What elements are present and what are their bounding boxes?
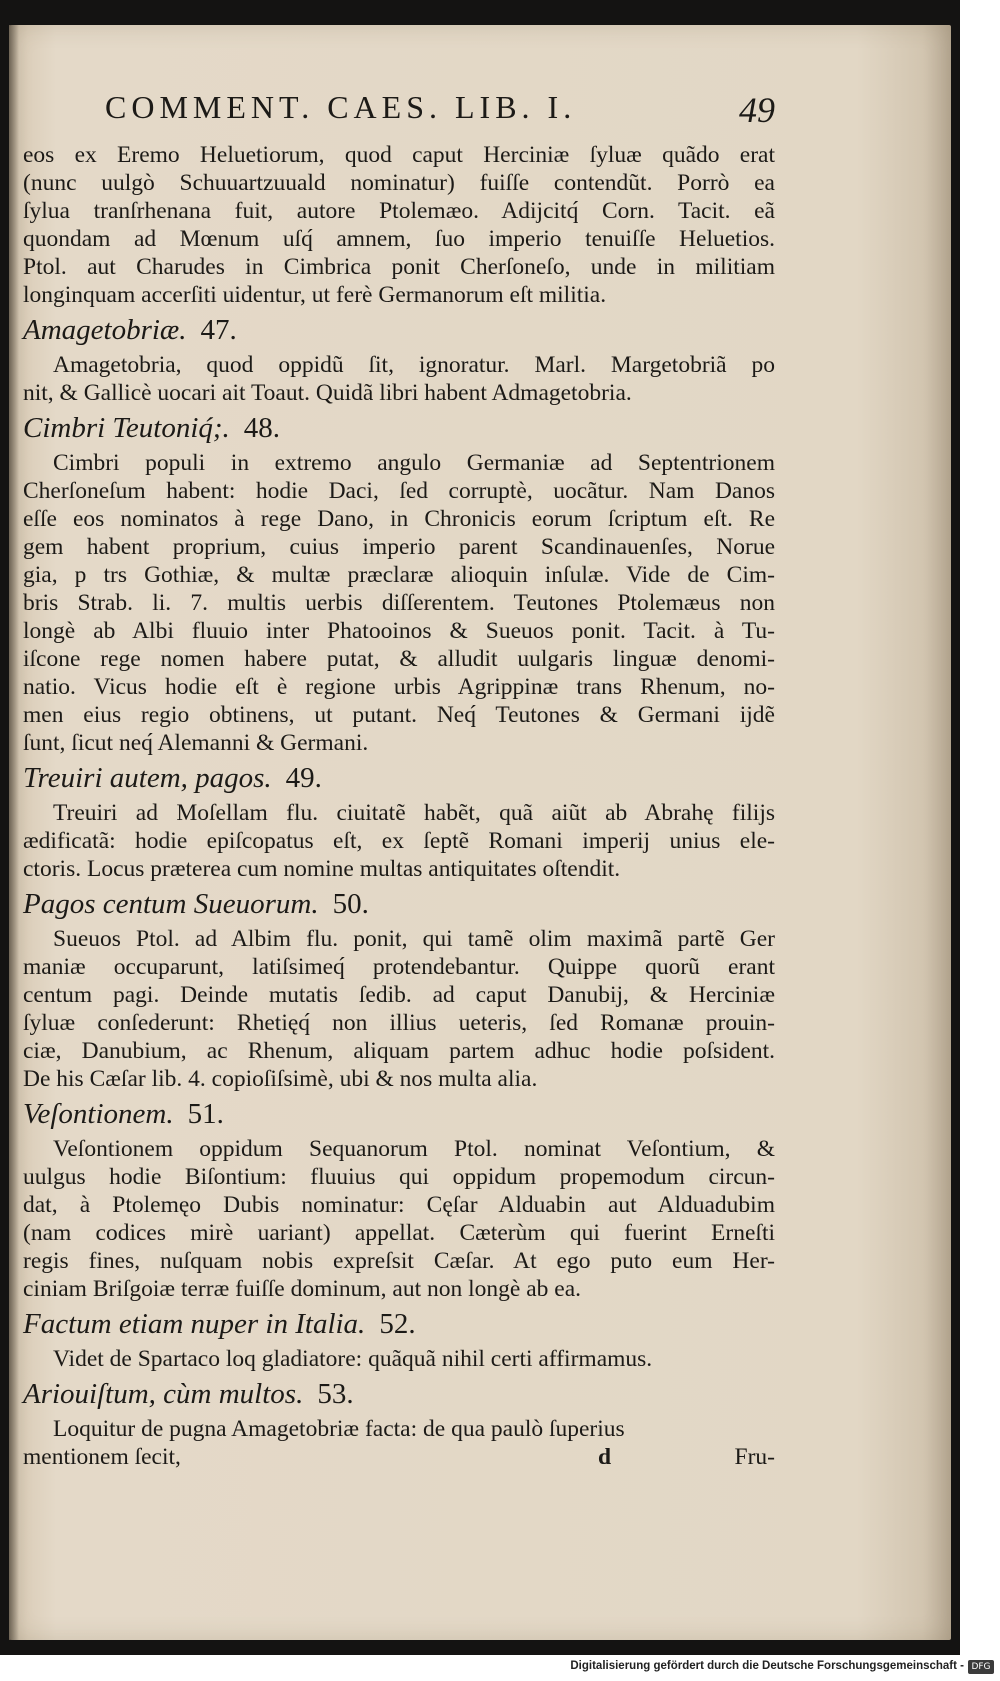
text-line: centum pagi. Deinde mutatis ſedib. ad caput Danubij, & Herciniæ (23, 982, 775, 1008)
page-text-block (23, 89, 775, 1471)
text-line: gia, p trs Gothiæ, & multæ præclaræ alioquin inſulæ. Vide de Cim- (23, 562, 775, 588)
page-number: 49 (739, 90, 775, 130)
section-heading (23, 757, 775, 799)
text-line: dat, à Ptolemęo Dubis nominatur: Cęſar Alduabin aut Alduadubim (23, 1192, 775, 1218)
text-line: nit, & Gallicè uocari ait Toaut. Quidã libri habent Admagetobria. (23, 380, 632, 406)
heading-text: Amagetobriæ. (23, 314, 187, 346)
section-heading (23, 1303, 775, 1345)
text-line: Sueuos Ptol. ad Albim flu. ponit, qui tamẽ olim maximã partẽ Ger (53, 926, 775, 952)
text-line: ſyluæ conſederunt: Rhetięq́ non illius ueteris, ſed Romanæ prouin- (23, 1010, 775, 1036)
heading-text: Factum etiam nuper in Italia. (23, 1308, 366, 1340)
heading-number: 51. (187, 1098, 224, 1130)
text-line: Loquitur de pugna Amagetobriæ facta: de qua paulò ſuperius (53, 1416, 625, 1442)
text-line: bris Strab. li. 7. multis uerbis diſſerentem. Teutones Ptolemæus non (23, 590, 775, 616)
section-heading (23, 883, 775, 925)
section-heading (23, 1093, 775, 1135)
footer-bar (0, 1657, 1000, 1681)
text-line: natio. Vicus hodie eſt è regione urbis Agrippinæ trans Rhenum, no- (23, 674, 775, 700)
text-line: Cherſoneſum habent: hodie Daci, ſed corruptè, uocãtur. Nam Danos (23, 478, 775, 504)
section-heading (23, 1373, 775, 1415)
text-line: men eius regio obtinens, ut putant. Neq́ Teutones & Germani ijdẽ (23, 702, 775, 728)
text-line: Veſontionem oppidum Sequanorum Ptol. nominat Veſontium, & (53, 1136, 775, 1162)
section-heading (23, 407, 775, 449)
heading-text: Pagos centum Sueuorum. (23, 888, 319, 920)
text-line: ciæ, Danubium, ac Rhenum, aliquam partem adhuc hodie poſsident. (23, 1038, 775, 1064)
text-line: ſylua tranſrhenana fuit, autore Ptolemæo. Adijcitq́ Corn. Tacit. eã (23, 198, 775, 224)
catch-line (23, 1443, 775, 1471)
text-line: De his Cæſar lib. 4. copioſiſsimè, ubi & nos multa alia. (23, 1066, 538, 1092)
text-line: gem habent proprium, cuius imperio parent Scandinauenſes, Norue (23, 534, 775, 560)
dfg-logo-icon: DFG (968, 1660, 994, 1674)
catchword: Fru- (734, 1444, 775, 1470)
text-line: longè ab Albi fluuio inter Phatooinos & Sueuos ponit. Tacit. à Tu- (23, 618, 775, 644)
heading-number: 52. (379, 1308, 416, 1340)
section-heading (23, 309, 775, 351)
page-gutter-shadow (9, 25, 19, 1640)
text-line: Cimbri populi in extremo angulo Germaniæ ad Septentrionem (53, 450, 775, 476)
heading-number: 49. (285, 762, 322, 794)
heading-text: Treuiri autem, pagos. (23, 762, 272, 794)
text-line: quondam ad Mœnum uſq́ amnem, ſuo imperio tenuiſſe Heluetios. (23, 226, 775, 252)
heading-number: 47. (200, 314, 237, 346)
text-line: ciniam Briſgoiæ terræ fuiſſe dominum, aut non longè ab ea. (23, 1276, 582, 1302)
text-line: Amagetobria, quod oppidũ ſit, ignoratur. Marl. Margetobriã po (53, 352, 775, 378)
heading-text: Cimbri Teutoniq́;. (23, 412, 230, 444)
signature-mark: d (598, 1444, 612, 1470)
heading-number: 53. (317, 1378, 354, 1410)
heading-text: Veſontionem. (23, 1098, 174, 1130)
text-line: ctoris. Locus præterea cum nomine multas antiquitates oſtendit. (23, 856, 621, 882)
text-line: Treuiri ad Moſellam flu. ciuitatẽ habẽt, quã aiũt ab Abrahę filijs (53, 800, 775, 826)
text-line: ſunt, ſicut neq́ Alemanni & Germani. (23, 730, 369, 756)
heading-number: 50. (332, 888, 369, 920)
text-line: (nunc uulgò Schuuartzuuald nominatur) fuiſſe contendũt. Porrò ea (23, 170, 775, 196)
book-page (9, 25, 951, 1640)
funding-credit: Digitalisierung gefördert durch die Deutsche Forschungsgemeinschaft - (570, 1660, 964, 1672)
text-line: longinquam accerſiti uidentur, ut ferè Germanorum eſt militia. (23, 282, 607, 308)
text-line: eſſe eos nominatos à rege Dano, in Chronicis eorum ſcriptum eſt. Re (23, 506, 775, 532)
text-line: ædificatã: hodie epiſcopatus eſt, ex ſeptẽ Romani imperij unius ele- (23, 828, 775, 854)
text-line: Ptol. aut Charudes in Cimbrica ponit Cherſoneſo, unde in militiam (23, 254, 775, 280)
text-line: Videt de Spartaco loq gladiatore: quãquã nihil certi affirmamus. (53, 1346, 653, 1372)
text-line: eos ex Eremo Heluetiorum, quod caput Herciniæ ſyluæ quãdo erat (23, 142, 775, 168)
text-line: iſcone rege nomen habere putat, & alludit uulgaris linguæ denomi- (23, 646, 775, 672)
page-header (23, 89, 775, 141)
text-line: regis fines, nuſquam nobis expreſsit Cæſar. At ego puto eum Her- (23, 1248, 775, 1274)
text-line: (nam codices mirè uariant) appellat. Cæterùm qui fuerint Erneſti (23, 1220, 775, 1246)
text-line: maniæ occuparunt, latiſsimeq́ protendebantur. Quippe quorũ erant (23, 954, 775, 980)
heading-text: Ariouiſtum, cùm multos. (23, 1378, 304, 1410)
commentary-sections (23, 141, 775, 1443)
text-line: uulgus hodie Biſontium: fluuius qui oppidum propemodum circun- (23, 1164, 775, 1190)
heading-number: 48. (243, 412, 281, 444)
running-title: COMMENT. CAES. LIB. I. (105, 89, 577, 125)
closing-text: mentionem ſecit, (23, 1444, 181, 1470)
